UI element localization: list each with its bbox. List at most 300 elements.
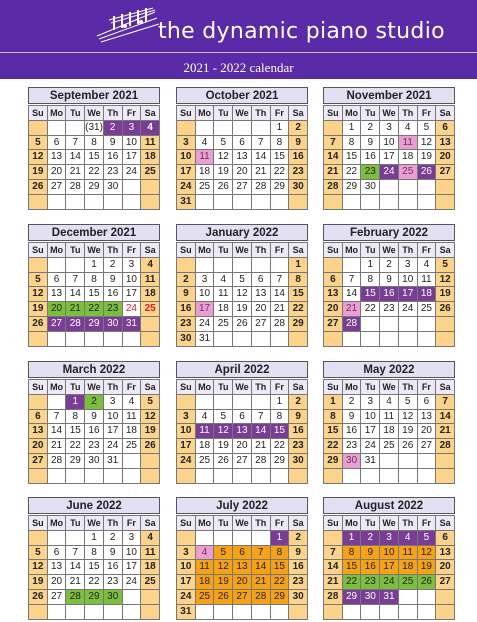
day-cell: 16 xyxy=(289,424,308,439)
day-cell: 28 xyxy=(324,180,343,195)
day-cell: 14 xyxy=(252,560,271,575)
day-cell: 9 xyxy=(104,546,123,561)
day-cell: 7 xyxy=(271,273,290,288)
day-cell: 6 xyxy=(418,395,437,410)
empty-cell xyxy=(436,332,455,347)
empty-cell xyxy=(343,258,362,273)
day-cell: 18 xyxy=(196,165,215,180)
empty-cell xyxy=(252,395,271,410)
weekday-header: Tu xyxy=(66,380,85,395)
empty-cell xyxy=(141,590,160,605)
day-cell: 2 xyxy=(289,395,308,410)
day-cell: 5 xyxy=(29,136,48,151)
day-cell: 5 xyxy=(29,546,48,561)
day-cell: 11 xyxy=(418,273,437,288)
calendar-subtitle: 2021 - 2022 calendar xyxy=(183,60,294,75)
day-cell: 19 xyxy=(418,150,437,165)
day-cell: 10 xyxy=(380,546,399,561)
day-cell: 15 xyxy=(85,287,104,302)
empty-cell xyxy=(252,531,271,546)
empty-cell xyxy=(141,469,160,484)
day-cell: 10 xyxy=(177,560,196,575)
day-cell: 23 xyxy=(361,575,380,590)
day-cell: 13 xyxy=(48,287,67,302)
empty-cell xyxy=(214,531,233,546)
empty-cell xyxy=(436,317,455,332)
day-cell: 14 xyxy=(252,424,271,439)
day-cell: 12 xyxy=(214,424,233,439)
day-cell: 6 xyxy=(436,121,455,136)
day-cell: 13 xyxy=(48,150,67,165)
weekday-header: Tu xyxy=(66,243,85,258)
day-cell: 5 xyxy=(29,273,48,288)
month-september-2021 xyxy=(28,87,160,210)
weekday-header: Th xyxy=(252,243,271,258)
month-november-2021 xyxy=(323,87,455,210)
day-cell: 18 xyxy=(418,287,437,302)
empty-cell xyxy=(271,332,290,347)
empty-cell xyxy=(399,317,418,332)
weekday-header: Su xyxy=(177,106,196,121)
day-cell: 11 xyxy=(196,150,215,165)
day-cell: 7 xyxy=(66,546,85,561)
day-cell: 4 xyxy=(196,546,215,561)
empty-cell xyxy=(418,605,437,620)
day-cell: 5 xyxy=(214,410,233,425)
empty-cell xyxy=(343,469,362,484)
day-cell: 17 xyxy=(123,150,142,165)
day-cell: 6 xyxy=(233,410,252,425)
empty-cell xyxy=(48,531,67,546)
day-cell: 16 xyxy=(361,560,380,575)
day-cell: 16 xyxy=(104,560,123,575)
day-cell: 3 xyxy=(361,395,380,410)
weekday-header: Th xyxy=(399,243,418,258)
empty-cell xyxy=(177,531,196,546)
weekday-header: Th xyxy=(399,516,418,531)
month-days-grid xyxy=(323,379,455,484)
day-cell: 19 xyxy=(214,439,233,454)
day-cell: 13 xyxy=(418,410,437,425)
day-cell: 27 xyxy=(48,180,67,195)
day-cell: 17 xyxy=(177,575,196,590)
day-cell: 6 xyxy=(48,546,67,561)
day-cell: 6 xyxy=(252,273,271,288)
day-cell: 6 xyxy=(29,410,48,425)
day-cell: 29 xyxy=(85,317,104,332)
empty-cell xyxy=(141,195,160,210)
empty-cell xyxy=(233,605,252,620)
empty-cell xyxy=(48,121,67,136)
weekday-header: Mo xyxy=(48,380,67,395)
day-cell: (31) xyxy=(85,121,104,136)
day-cell: 23 xyxy=(289,575,308,590)
day-cell: 17 xyxy=(177,165,196,180)
empty-cell xyxy=(123,195,142,210)
day-cell: 27 xyxy=(233,590,252,605)
empty-cell xyxy=(177,469,196,484)
day-cell: 19 xyxy=(418,560,437,575)
day-cell: 13 xyxy=(233,560,252,575)
day-cell: 8 xyxy=(343,546,362,561)
day-cell: 5 xyxy=(436,258,455,273)
empty-cell xyxy=(289,332,308,347)
day-cell: 11 xyxy=(399,136,418,151)
empty-cell xyxy=(324,195,343,210)
month-january-2022 xyxy=(176,224,308,347)
day-cell: 11 xyxy=(196,560,215,575)
weekday-header: We xyxy=(233,106,252,121)
day-cell: 28 xyxy=(343,317,362,332)
day-cell: 18 xyxy=(380,424,399,439)
empty-cell xyxy=(196,605,215,620)
day-cell: 19 xyxy=(29,575,48,590)
empty-cell xyxy=(66,469,85,484)
day-cell: 21 xyxy=(66,165,85,180)
empty-cell xyxy=(324,121,343,136)
empty-cell xyxy=(252,605,271,620)
day-cell: 21 xyxy=(66,575,85,590)
day-cell: 31 xyxy=(177,195,196,210)
day-cell: 22 xyxy=(324,439,343,454)
day-cell: 4 xyxy=(418,258,437,273)
day-cell: 23 xyxy=(380,302,399,317)
empty-cell xyxy=(29,395,48,410)
day-cell: 10 xyxy=(104,410,123,425)
day-cell: 13 xyxy=(29,424,48,439)
day-cell: 29 xyxy=(271,454,290,469)
empty-cell xyxy=(66,121,85,136)
empty-cell xyxy=(380,195,399,210)
day-cell: 28 xyxy=(252,590,271,605)
day-cell: 14 xyxy=(48,424,67,439)
day-cell: 9 xyxy=(289,136,308,151)
day-cell: 25 xyxy=(141,165,160,180)
empty-cell xyxy=(436,180,455,195)
weekday-header: We xyxy=(85,106,104,121)
day-cell: 20 xyxy=(48,575,67,590)
day-cell: 1 xyxy=(361,258,380,273)
day-cell: 25 xyxy=(399,575,418,590)
day-cell: 26 xyxy=(399,439,418,454)
day-cell: 26 xyxy=(214,180,233,195)
weekday-header: Mo xyxy=(196,243,215,258)
day-cell: 22 xyxy=(343,575,362,590)
empty-cell xyxy=(418,590,437,605)
empty-cell xyxy=(196,469,215,484)
empty-cell xyxy=(104,332,123,347)
empty-cell xyxy=(418,332,437,347)
month-days-grid xyxy=(28,379,160,484)
day-cell: 27 xyxy=(29,454,48,469)
day-cell: 21 xyxy=(436,424,455,439)
weekday-header: We xyxy=(380,516,399,531)
weekday-header: Mo xyxy=(196,380,215,395)
day-cell: 15 xyxy=(271,560,290,575)
empty-cell xyxy=(123,469,142,484)
day-cell: 24 xyxy=(123,575,142,590)
day-cell: 1 xyxy=(66,395,85,410)
empty-cell xyxy=(233,121,252,136)
empty-cell xyxy=(66,531,85,546)
day-cell: 11 xyxy=(399,546,418,561)
empty-cell xyxy=(214,395,233,410)
month-title: December 2021 xyxy=(28,224,160,241)
day-cell: 22 xyxy=(343,165,362,180)
weekday-header: Su xyxy=(177,380,196,395)
day-cell: 26 xyxy=(29,317,48,332)
empty-cell xyxy=(252,258,271,273)
day-cell: 8 xyxy=(343,136,362,151)
day-cell: 28 xyxy=(252,454,271,469)
day-cell: 13 xyxy=(233,424,252,439)
empty-cell xyxy=(48,195,67,210)
weekday-header: Mo xyxy=(48,516,67,531)
month-days-grid xyxy=(323,105,455,210)
day-cell: 10 xyxy=(361,410,380,425)
empty-cell xyxy=(66,258,85,273)
day-cell: 22 xyxy=(361,302,380,317)
empty-cell xyxy=(399,180,418,195)
weekday-header: We xyxy=(233,380,252,395)
day-cell: 7 xyxy=(252,136,271,151)
empty-cell xyxy=(380,469,399,484)
day-cell: 14 xyxy=(252,150,271,165)
day-cell: 28 xyxy=(252,180,271,195)
day-cell: 25 xyxy=(123,439,142,454)
day-cell: 21 xyxy=(252,575,271,590)
weekday-header: Su xyxy=(324,243,343,258)
day-cell: 24 xyxy=(399,302,418,317)
day-cell: 16 xyxy=(343,424,362,439)
day-cell: 22 xyxy=(66,439,85,454)
day-cell: 18 xyxy=(141,150,160,165)
day-cell: 5 xyxy=(418,121,437,136)
day-cell: 22 xyxy=(271,165,290,180)
day-cell: 30 xyxy=(361,590,380,605)
day-cell: 11 xyxy=(141,136,160,151)
day-cell: 15 xyxy=(85,560,104,575)
empty-cell xyxy=(399,469,418,484)
day-cell: 25 xyxy=(196,454,215,469)
day-cell: 14 xyxy=(324,560,343,575)
day-cell: 31 xyxy=(361,454,380,469)
day-cell: 8 xyxy=(361,273,380,288)
weekday-header: Sa xyxy=(141,106,160,121)
day-cell: 9 xyxy=(289,410,308,425)
day-cell: 15 xyxy=(361,287,380,302)
day-cell: 26 xyxy=(214,454,233,469)
day-cell: 3 xyxy=(123,531,142,546)
day-cell: 4 xyxy=(123,395,142,410)
day-cell: 20 xyxy=(233,575,252,590)
weekday-header: Su xyxy=(29,516,48,531)
day-cell: 1 xyxy=(324,395,343,410)
day-cell: 12 xyxy=(29,287,48,302)
day-cell: 29 xyxy=(85,180,104,195)
weekday-header: Fr xyxy=(271,516,290,531)
day-cell: 3 xyxy=(380,121,399,136)
day-cell: 2 xyxy=(289,121,308,136)
day-cell: 15 xyxy=(66,424,85,439)
empty-cell xyxy=(361,332,380,347)
day-cell: 9 xyxy=(380,273,399,288)
month-days-grid xyxy=(176,242,308,347)
day-cell: 28 xyxy=(436,439,455,454)
day-cell: 27 xyxy=(436,165,455,180)
day-cell: 26 xyxy=(29,590,48,605)
weekday-header: We xyxy=(85,243,104,258)
day-cell: 30 xyxy=(104,180,123,195)
day-cell: 8 xyxy=(271,546,290,561)
weekday-header: Sa xyxy=(289,106,308,121)
weekday-header: Fr xyxy=(271,243,290,258)
weekday-header: Tu xyxy=(66,106,85,121)
day-cell: 20 xyxy=(252,302,271,317)
empty-cell xyxy=(29,469,48,484)
day-cell: 21 xyxy=(252,165,271,180)
day-cell: 6 xyxy=(48,136,67,151)
weekday-header: Th xyxy=(104,516,123,531)
empty-cell xyxy=(104,195,123,210)
empty-cell xyxy=(233,332,252,347)
day-cell: 28 xyxy=(271,317,290,332)
day-cell: 1 xyxy=(289,258,308,273)
day-cell: 19 xyxy=(214,575,233,590)
weekday-header: Fr xyxy=(123,380,142,395)
day-cell: 24 xyxy=(123,302,142,317)
day-cell: 20 xyxy=(48,302,67,317)
day-cell: 4 xyxy=(196,410,215,425)
day-cell: 21 xyxy=(48,439,67,454)
day-cell: 5 xyxy=(214,546,233,561)
empty-cell xyxy=(289,469,308,484)
day-cell: 24 xyxy=(361,439,380,454)
empty-cell xyxy=(233,258,252,273)
day-cell: 22 xyxy=(271,439,290,454)
day-cell: 21 xyxy=(271,302,290,317)
day-cell: 12 xyxy=(214,560,233,575)
day-cell: 9 xyxy=(289,546,308,561)
day-cell: 18 xyxy=(141,560,160,575)
empty-cell xyxy=(233,469,252,484)
empty-cell xyxy=(324,531,343,546)
empty-cell xyxy=(399,590,418,605)
day-cell: 21 xyxy=(324,165,343,180)
weekday-header: Tu xyxy=(361,106,380,121)
day-cell: 7 xyxy=(343,273,362,288)
day-cell: 29 xyxy=(271,180,290,195)
empty-cell xyxy=(123,605,142,620)
weekday-header: Tu xyxy=(214,516,233,531)
empty-cell xyxy=(123,454,142,469)
day-cell: 23 xyxy=(104,575,123,590)
empty-cell xyxy=(271,605,290,620)
day-cell: 23 xyxy=(104,302,123,317)
day-cell: 3 xyxy=(177,136,196,151)
day-cell: 14 xyxy=(66,150,85,165)
weekday-header: Su xyxy=(177,516,196,531)
day-cell: 1 xyxy=(85,531,104,546)
day-cell: 30 xyxy=(104,317,123,332)
day-cell: 18 xyxy=(123,424,142,439)
day-cell: 6 xyxy=(324,273,343,288)
weekday-header: Sa xyxy=(289,380,308,395)
empty-cell xyxy=(66,332,85,347)
day-cell: 5 xyxy=(418,531,437,546)
weekday-header: Th xyxy=(104,106,123,121)
day-cell: 15 xyxy=(289,287,308,302)
empty-cell xyxy=(29,605,48,620)
empty-cell xyxy=(289,605,308,620)
day-cell: 2 xyxy=(85,395,104,410)
empty-cell xyxy=(85,605,104,620)
weekday-header: Mo xyxy=(48,106,67,121)
day-cell: 23 xyxy=(343,439,362,454)
empty-cell xyxy=(271,195,290,210)
day-cell: 28 xyxy=(66,180,85,195)
empty-cell xyxy=(399,332,418,347)
day-cell: 6 xyxy=(233,546,252,561)
month-days-grid xyxy=(323,242,455,347)
month-title: January 2022 xyxy=(176,224,308,241)
day-cell: 7 xyxy=(66,136,85,151)
day-cell: 6 xyxy=(233,136,252,151)
day-cell: 17 xyxy=(399,287,418,302)
day-cell: 12 xyxy=(29,150,48,165)
day-cell: 20 xyxy=(418,424,437,439)
empty-cell xyxy=(436,195,455,210)
day-cell: 22 xyxy=(271,575,290,590)
day-cell: 26 xyxy=(436,302,455,317)
day-cell: 18 xyxy=(196,439,215,454)
day-cell: 8 xyxy=(85,546,104,561)
day-cell: 28 xyxy=(324,590,343,605)
empty-cell xyxy=(196,395,215,410)
weekday-header: Th xyxy=(252,516,271,531)
empty-cell xyxy=(233,395,252,410)
day-cell: 24 xyxy=(196,317,215,332)
empty-cell xyxy=(48,469,67,484)
day-cell: 17 xyxy=(361,424,380,439)
day-cell: 25 xyxy=(399,165,418,180)
weekday-header: We xyxy=(380,243,399,258)
weekday-header: Fr xyxy=(271,106,290,121)
day-cell: 3 xyxy=(177,546,196,561)
month-title: November 2021 xyxy=(323,87,455,104)
empty-cell xyxy=(177,121,196,136)
empty-cell xyxy=(252,469,271,484)
empty-cell xyxy=(66,605,85,620)
weekday-header: Th xyxy=(104,243,123,258)
empty-cell xyxy=(29,258,48,273)
day-cell: 15 xyxy=(271,150,290,165)
empty-cell xyxy=(436,590,455,605)
day-cell: 29 xyxy=(324,454,343,469)
weekday-header: Fr xyxy=(418,106,437,121)
day-cell: 12 xyxy=(233,287,252,302)
empty-cell xyxy=(399,605,418,620)
day-cell: 11 xyxy=(196,424,215,439)
day-cell: 5 xyxy=(141,395,160,410)
day-cell: 20 xyxy=(233,165,252,180)
month-july-2022 xyxy=(176,497,308,620)
weekday-header: Sa xyxy=(289,243,308,258)
day-cell: 3 xyxy=(104,395,123,410)
weekday-header: Tu xyxy=(361,380,380,395)
day-cell: 19 xyxy=(141,424,160,439)
empty-cell xyxy=(214,605,233,620)
